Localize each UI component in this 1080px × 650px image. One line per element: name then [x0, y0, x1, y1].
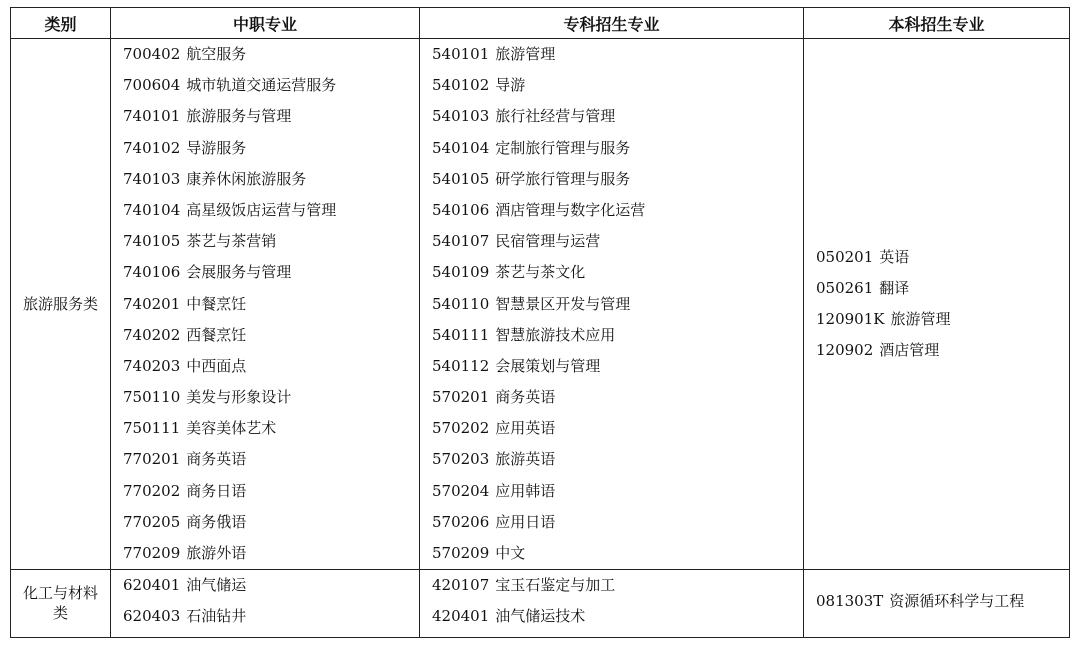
major-name: 应用日语	[495, 512, 556, 531]
major-name: 美容美体艺术	[186, 419, 277, 438]
secondary-major-list	[111, 570, 420, 637]
major-code: 540104	[432, 138, 490, 157]
major-code: 540102	[432, 76, 490, 95]
bachelor-major-list	[804, 570, 1070, 637]
major-name: 城市轨道交通运营服务	[186, 76, 337, 95]
major-name: 导游服务	[186, 138, 247, 157]
major-name: 油气储运	[186, 576, 247, 595]
major-item	[432, 164, 803, 195]
major-item	[432, 601, 803, 632]
major-code: 620403	[123, 607, 181, 626]
major-item	[432, 476, 803, 507]
major-name: 茶艺与茶文化	[495, 263, 586, 282]
major-item	[123, 413, 419, 444]
major-name: 美发与形象设计	[186, 388, 292, 407]
major-code: 050261	[816, 278, 874, 297]
table-row	[11, 570, 1070, 637]
major-code: 700402	[123, 45, 181, 63]
major-name: 油气储运技术	[495, 607, 586, 626]
secondary-major-list	[111, 39, 420, 570]
header-category: 类别	[11, 8, 111, 39]
major-code: 740201	[123, 294, 181, 313]
major-code: 540105	[432, 169, 490, 188]
bachelor-major-list	[804, 39, 1070, 570]
major-code: 750110	[123, 388, 181, 407]
category-cell	[11, 39, 111, 570]
major-item	[816, 304, 1069, 335]
major-item	[123, 226, 419, 257]
major-name: 旅游管理	[890, 310, 951, 329]
major-item	[123, 351, 419, 382]
vocational-major-list	[420, 39, 804, 570]
major-code: 700604	[123, 76, 181, 95]
category-label: 化工与材料类	[22, 584, 98, 623]
major-code: 540111	[432, 325, 490, 344]
major-code: 120902	[816, 341, 874, 360]
major-code: 740102	[123, 138, 181, 157]
major-item	[123, 39, 419, 70]
major-code: 540110	[432, 294, 490, 313]
major-item	[123, 601, 419, 632]
major-item	[123, 257, 419, 288]
major-item	[816, 273, 1069, 304]
major-item	[123, 101, 419, 132]
major-code: 770209	[123, 544, 181, 562]
major-code: 420401	[432, 607, 490, 626]
major-name: 旅游外语	[186, 544, 247, 562]
major-code: 570201	[432, 388, 490, 407]
major-name: 民宿管理与运营	[495, 232, 601, 251]
major-code: 540103	[432, 107, 490, 126]
major-code: 420107	[432, 576, 490, 595]
major-name: 茶艺与茶营销	[186, 232, 277, 251]
major-code: 770202	[123, 481, 181, 500]
major-item	[432, 226, 803, 257]
major-code: 540109	[432, 263, 490, 282]
major-item	[123, 320, 419, 351]
major-name: 高星级饭店运营与管理	[186, 200, 337, 219]
major-name: 旅游英语	[495, 450, 556, 469]
table-header-row	[11, 8, 1070, 39]
major-name: 智慧景区开发与管理	[495, 294, 631, 313]
major-code: 081303T	[816, 591, 884, 610]
major-name: 中西面点	[186, 356, 247, 375]
major-item	[432, 39, 803, 70]
major-item	[432, 570, 803, 601]
major-item	[123, 70, 419, 101]
header-secondary-major: 中职专业	[111, 8, 420, 39]
major-item	[432, 507, 803, 538]
major-code: 740101	[123, 107, 181, 126]
table-row	[11, 39, 1070, 570]
major-code: 740103	[123, 169, 181, 188]
major-name: 旅游服务与管理	[186, 107, 292, 126]
major-code: 120901K	[816, 310, 885, 329]
major-item	[123, 164, 419, 195]
major-name: 导游	[495, 76, 526, 95]
major-name: 应用英语	[495, 419, 556, 438]
major-name: 会展服务与管理	[186, 263, 292, 282]
major-name: 商务英语	[186, 450, 247, 469]
major-item	[432, 351, 803, 382]
major-item	[123, 507, 419, 538]
major-item	[123, 570, 419, 601]
major-item	[816, 335, 1069, 366]
major-name: 中餐烹饪	[186, 294, 247, 313]
major-item	[432, 101, 803, 132]
major-item	[816, 586, 1069, 617]
major-item	[123, 289, 419, 320]
major-item	[816, 242, 1069, 273]
major-name: 商务英语	[495, 388, 556, 407]
major-name: 旅游管理	[495, 45, 556, 63]
major-item	[123, 476, 419, 507]
major-item	[432, 257, 803, 288]
major-table-container	[10, 7, 1070, 638]
major-code: 540107	[432, 232, 490, 251]
major-code: 740106	[123, 263, 181, 282]
major-name: 资源循环科学与工程	[889, 591, 1025, 610]
major-item	[432, 413, 803, 444]
major-item	[432, 320, 803, 351]
major-name: 康养休闲旅游服务	[186, 169, 307, 188]
major-name: 石油钻井	[186, 607, 247, 626]
major-item	[432, 538, 803, 569]
major-code: 570202	[432, 419, 490, 438]
major-item	[123, 382, 419, 413]
major-code: 570209	[432, 544, 490, 562]
major-item	[432, 70, 803, 101]
category-cell	[11, 570, 111, 637]
major-code: 540112	[432, 356, 490, 375]
major-code: 740105	[123, 232, 181, 251]
major-name: 应用韩语	[495, 481, 556, 500]
major-item	[432, 444, 803, 475]
major-code: 770201	[123, 450, 181, 469]
major-code: 740203	[123, 356, 181, 375]
major-item	[123, 444, 419, 475]
major-code: 540101	[432, 45, 490, 63]
major-code: 620401	[123, 576, 181, 595]
major-item	[432, 289, 803, 320]
vocational-major-list	[420, 570, 804, 637]
major-code: 570204	[432, 481, 490, 500]
major-name: 旅行社经营与管理	[495, 107, 616, 126]
major-name: 中文	[495, 544, 526, 562]
major-code: 770205	[123, 512, 181, 531]
header-vocational-major: 专科招生专业	[420, 8, 804, 39]
major-table	[10, 7, 1070, 638]
major-name: 西餐烹饪	[186, 325, 247, 344]
major-name: 酒店管理	[879, 341, 940, 360]
major-name: 智慧旅游技术应用	[495, 325, 616, 344]
major-code: 570203	[432, 450, 490, 469]
major-item	[432, 195, 803, 226]
major-item	[123, 133, 419, 164]
category-label: 旅游服务类	[22, 295, 98, 314]
major-code: 050201	[816, 247, 874, 266]
major-item	[432, 133, 803, 164]
major-name: 翻译	[879, 278, 910, 297]
major-name: 研学旅行管理与服务	[495, 169, 631, 188]
major-name: 酒店管理与数字化运营	[495, 200, 646, 219]
major-name: 会展策划与管理	[495, 356, 601, 375]
major-name: 航空服务	[186, 45, 247, 63]
header-bachelor-major: 本科招生专业	[804, 8, 1070, 39]
major-item	[123, 538, 419, 569]
major-name: 英语	[879, 247, 910, 266]
major-item	[123, 195, 419, 226]
major-code: 540106	[432, 200, 490, 219]
major-name: 商务俄语	[186, 512, 247, 531]
major-code: 740202	[123, 325, 181, 344]
major-name: 定制旅行管理与服务	[495, 138, 631, 157]
major-code: 570206	[432, 512, 490, 531]
major-code: 750111	[123, 419, 181, 438]
major-item	[432, 382, 803, 413]
major-code: 740104	[123, 200, 181, 219]
major-name: 商务日语	[186, 481, 247, 500]
major-name: 宝玉石鉴定与加工	[495, 576, 616, 595]
